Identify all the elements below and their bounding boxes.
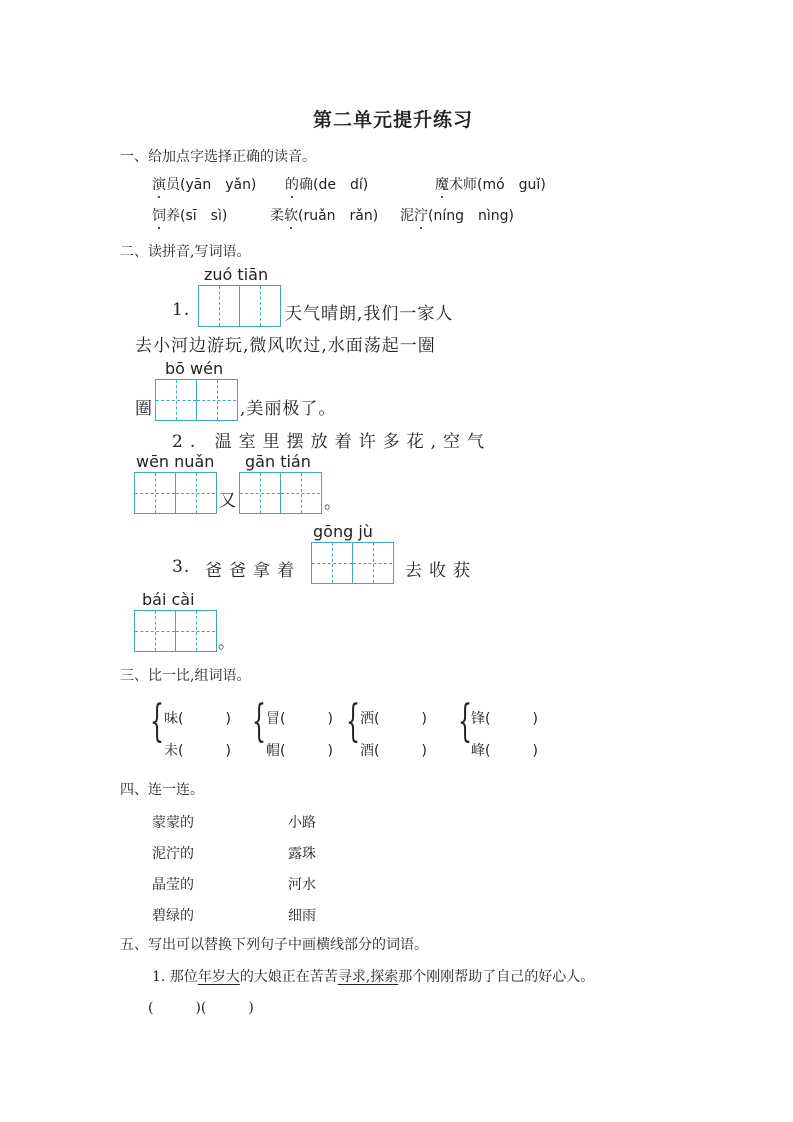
writing-grid[interactable] bbox=[198, 285, 281, 327]
underlined-phrase: 年岁大 bbox=[197, 969, 240, 985]
match-right-item[interactable]: 河水 bbox=[288, 877, 316, 893]
pinyin-baicai: bái cài bbox=[142, 590, 195, 609]
brace-icon: { bbox=[150, 696, 164, 747]
match-left-item[interactable]: 晶莹的 bbox=[152, 877, 194, 893]
section1-heading: 一、给加点字选择正确的读音。 bbox=[120, 149, 316, 165]
sentence-text: 去小河边游玩,微风吹过,水面荡起一圈 bbox=[135, 336, 436, 356]
word-pair-bottom[interactable]: 帽( ) bbox=[266, 743, 333, 759]
match-left-item[interactable]: 碧绿的 bbox=[152, 908, 194, 924]
brace-icon: { bbox=[458, 696, 472, 747]
brace-icon: { bbox=[252, 696, 266, 747]
pinyin-bowen: bō wén bbox=[165, 359, 224, 378]
writing-grid[interactable] bbox=[134, 610, 217, 652]
page-title: 第二单元提升练习 bbox=[313, 109, 474, 131]
writing-grid[interactable] bbox=[311, 542, 394, 584]
match-left-item[interactable]: 泥泞的 bbox=[152, 846, 194, 862]
dotted-char: 演 bbox=[152, 177, 166, 193]
match-right-item[interactable]: 细雨 bbox=[288, 908, 316, 924]
pinyin-gongju: gōng jù bbox=[313, 522, 373, 541]
word-pair-bottom[interactable]: 未( ) bbox=[164, 743, 231, 759]
sentence-text: 圈 bbox=[135, 399, 153, 419]
word-pair-top[interactable]: 冒( ) bbox=[266, 711, 333, 727]
word-pair-top[interactable]: 味( ) bbox=[164, 711, 231, 727]
sentence-text: 天气晴朗,我们一家人 bbox=[285, 304, 454, 324]
underlined-phrase: 寻求,探索 bbox=[337, 969, 399, 985]
pronunciation-item: 饲养(sī sì) bbox=[152, 208, 228, 224]
answer-blanks[interactable]: ( )( ) bbox=[148, 1000, 254, 1016]
pronunciation-item: 泥泞(níng nìng) bbox=[400, 208, 514, 224]
section5-heading: 五、写出可以替换下列句子中画横线部分的词语。 bbox=[120, 937, 428, 953]
writing-grid[interactable] bbox=[155, 379, 238, 421]
section2-heading: 二、读拼音,写词语。 bbox=[120, 244, 251, 260]
section3-heading: 三、比一比,组词语。 bbox=[120, 668, 251, 684]
sentence-text: 。 bbox=[218, 633, 236, 653]
dotted-char: 泞 bbox=[414, 208, 428, 224]
word-pair-bottom[interactable]: 酒( ) bbox=[360, 743, 427, 759]
match-right-item[interactable]: 小路 bbox=[288, 815, 316, 831]
match-left-item[interactable]: 蒙蒙的 bbox=[152, 815, 194, 831]
sentence-text: 又 bbox=[219, 491, 237, 511]
sentence-text: 。 bbox=[324, 493, 342, 513]
word-pair-bottom[interactable]: 峰( ) bbox=[471, 743, 538, 759]
sentence-text: 1. 那位年岁大的大娘正在苦苦寻求,探索那个刚刚帮助了自己的好心人。 bbox=[152, 969, 595, 985]
sentence-text: 爸爸拿着 bbox=[205, 561, 301, 581]
dotted-char: 软 bbox=[284, 208, 298, 224]
pinyin-gantian: gān tián bbox=[245, 452, 311, 471]
dotted-char: 魔 bbox=[435, 177, 449, 193]
writing-grid[interactable] bbox=[134, 472, 217, 514]
pinyin-wennuan: wēn nuǎn bbox=[136, 452, 215, 471]
pronunciation-item: 柔软(ruǎn rǎn) bbox=[270, 208, 379, 224]
sentence-text: ,美丽极了。 bbox=[240, 399, 337, 419]
pronunciation-item: 魔术师(mó guǐ) bbox=[435, 177, 546, 193]
sentence-text: 去收获 bbox=[405, 561, 477, 581]
pinyin-zuotian: zuó tiān bbox=[204, 265, 269, 284]
section4-heading: 四、连一连。 bbox=[120, 782, 204, 798]
question-number: 3. bbox=[172, 557, 191, 577]
dotted-char: 的 bbox=[285, 177, 299, 193]
dotted-char: 饲 bbox=[152, 208, 166, 224]
writing-grid[interactable] bbox=[239, 472, 322, 514]
match-right-item[interactable]: 露珠 bbox=[288, 846, 316, 862]
pronunciation-item: 演员(yān yǎn) bbox=[152, 177, 257, 193]
brace-icon: { bbox=[346, 696, 360, 747]
word-pair-top[interactable]: 锋( ) bbox=[471, 711, 538, 727]
pronunciation-item: 的确(de dí) bbox=[285, 177, 369, 193]
sentence-text: 2. 温室里摆放着许多花,空气 bbox=[172, 432, 492, 452]
question-number: 1. bbox=[172, 300, 191, 320]
word-pair-top[interactable]: 洒( ) bbox=[360, 711, 427, 727]
